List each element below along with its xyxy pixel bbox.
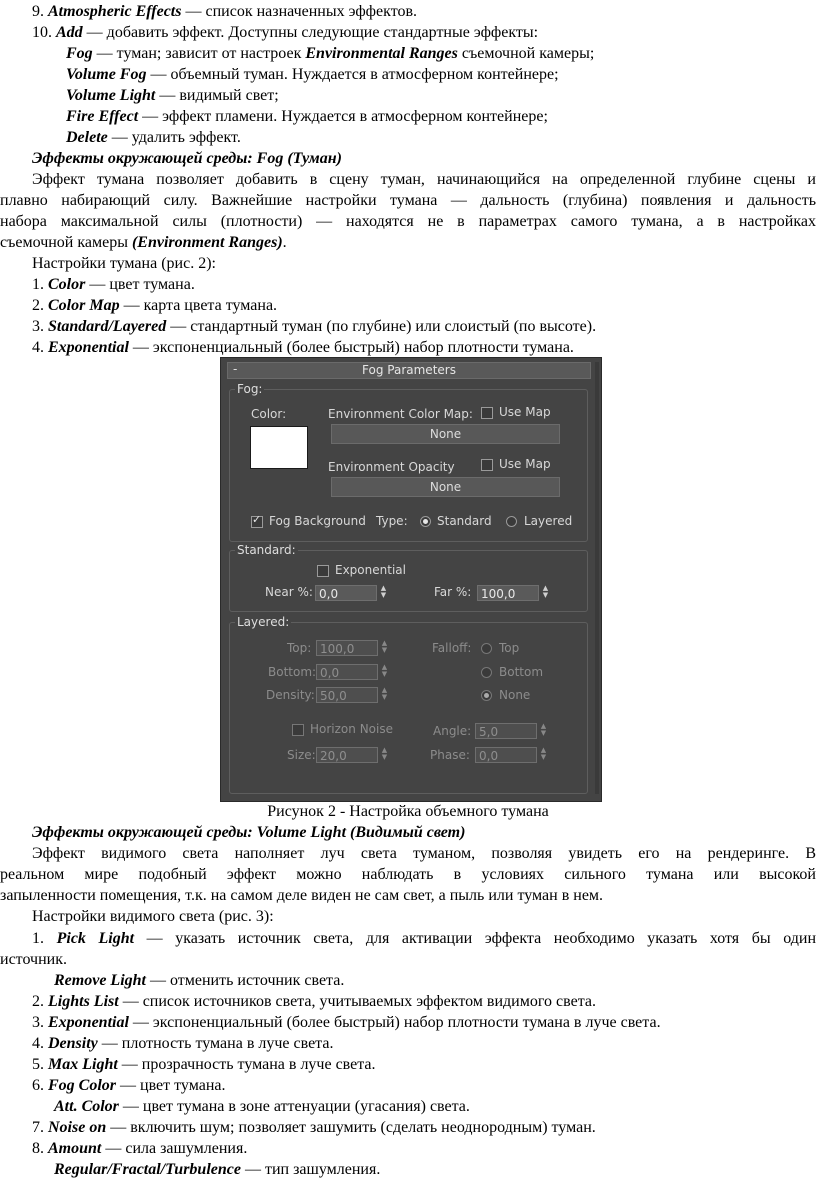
subheading: Настройки видимого света (рис. 3): (32, 908, 274, 925)
fog-group-label: Fog: (237, 382, 263, 396)
list-item: 7. Noise on — включить шум; позволяет зашумить (сделать неоднородным) туман. (32, 1119, 596, 1136)
list-item: Regular/Fractal/Turbulence — тип зашумления. (54, 1161, 381, 1178)
list-item: 3. Standard/Layered — стандартный туман (по глубине) или слоистый (по высоте). (32, 318, 597, 335)
list-item: 3. Exponential — экспоненциальный (более быстрый) набор плотности тумана в луче света. (32, 1014, 661, 1031)
figure-caption: Рисунок 2 - Настройка объемного тумана (267, 803, 549, 820)
subheading: Настройки тумана (рис. 2): (32, 255, 216, 272)
exponential-checkbox[interactable] (317, 565, 329, 577)
list-item: Delete — удалить эффект. (66, 129, 241, 146)
paragraph-line: запыленности помещения, т.к. на самом деле виден не сам свет, а пыль или туман в нем. (0, 887, 604, 904)
env-color-map-label: Environment Color Map: (328, 407, 473, 421)
spinner-arrows-icon[interactable]: ▲ ▼ (542, 584, 549, 599)
density-spinner[interactable] (316, 687, 390, 703)
panel-scrollbar[interactable] (595, 362, 599, 794)
env-color-map-button[interactable]: None (331, 424, 560, 444)
far-label: Far %: (434, 585, 472, 599)
paragraph-line: набора максимальной силы (плотности) — находятся не в параметрах самого тумана, а в настройках (0, 213, 816, 230)
list-item: 2. Color Map — карта цвета тумана. (32, 297, 278, 314)
list-item: 9. Atmospheric Effects — список назначенных эффектов. (32, 3, 418, 20)
list-item: 10. Add — добавить эффект. Доступны следующие стандартные эффекты: (32, 24, 539, 41)
list-item: Fog — туман; зависит от настроек Environmental Ranges съемочной камеры; (66, 45, 595, 62)
fog-parameters-panel (220, 357, 602, 802)
angle-field[interactable]: 5,0 (475, 723, 537, 739)
bottom-label: Bottom: (268, 665, 317, 679)
falloff-label: Falloff: (432, 641, 472, 655)
paragraph-line: Эффект тумана позволяет добавить в сцену туман, начинающийся на определенной глубине сцены и (32, 171, 816, 188)
use-map-checkbox[interactable] (481, 407, 493, 419)
use-map-label: Use Map (499, 405, 551, 419)
bottom-field[interactable]: 0,0 (316, 664, 378, 680)
layered-group-label: Layered: (237, 615, 290, 629)
list-item: 1. Color — цвет тумана. (32, 276, 195, 293)
falloff-top-label: Top (499, 641, 520, 655)
angle-spinner[interactable] (475, 723, 549, 739)
list-item: Fire Effect — эффект пламени. Нуждается в атмосферном контейнере; (66, 108, 548, 125)
spinner-arrows-icon[interactable]: ▲ ▼ (381, 663, 388, 678)
type-standard-radio[interactable] (420, 516, 431, 527)
rollout-title: Fog Parameters (362, 363, 456, 377)
near-spinner[interactable] (315, 585, 389, 601)
phase-spinner[interactable] (475, 747, 549, 763)
falloff-bottom-label: Bottom (499, 665, 544, 679)
density-field[interactable]: 50,0 (316, 687, 378, 703)
list-item: 2. Lights List — список источников света, учитываемых эффектом видимого света. (32, 993, 596, 1010)
fog-background-checkbox[interactable] (251, 516, 263, 528)
fog-background-label: Fog Background (269, 514, 366, 528)
list-item: 5. Max Light — прозрачность тумана в луче света. (32, 1056, 376, 1073)
top-spinner[interactable] (316, 640, 390, 656)
type-standard-label: Standard (437, 514, 492, 528)
falloff-top-radio[interactable] (481, 643, 492, 654)
falloff-none-radio[interactable] (481, 690, 492, 701)
spinner-arrows-icon[interactable]: ▲ ▼ (381, 746, 388, 761)
horizon-noise-checkbox[interactable] (292, 724, 304, 736)
list-item: Volume Light — видимый свет; (66, 87, 279, 104)
spinner-arrows-icon[interactable]: ▲ ▼ (540, 722, 547, 737)
list-item: Remove Light — отменить источник света. (54, 972, 345, 989)
paragraph-line: реальном мире подобный эффект можно наблюдать в условиях сильного тумана или высокой (0, 866, 816, 883)
paragraph-line: Эффект видимого света наполняет луч света туманом, позволяя увидеть его на рендеринге. В (32, 845, 816, 862)
use-map-checkbox[interactable] (481, 459, 493, 471)
far-spinner[interactable] (477, 585, 551, 601)
top-field[interactable]: 100,0 (316, 640, 378, 656)
horizon-noise-label: Horizon Noise (310, 722, 393, 736)
angle-label: Angle: (433, 724, 472, 738)
phase-label: Phase: (430, 748, 470, 762)
list-item: 1. Pick Light — указать источник света, для активации эффекта необходимо указать хотя бы один (32, 930, 816, 947)
size-label: Size: (287, 748, 316, 762)
type-layered-label: Layered (524, 514, 573, 528)
size-field[interactable]: 20,0 (316, 747, 378, 763)
near-label: Near %: (265, 585, 313, 599)
far-field[interactable]: 100,0 (477, 585, 539, 601)
type-label: Type: (376, 514, 408, 528)
list-item: Att. Color — цвет тумана в зоне аттенуации (угасания) света. (54, 1098, 470, 1115)
exponential-label: Exponential (335, 563, 406, 577)
bottom-spinner[interactable] (316, 664, 390, 680)
paragraph-line: съемочной камеры (Environment Ranges). (0, 234, 287, 251)
phase-field[interactable]: 0,0 (475, 747, 537, 763)
layered-group (229, 622, 588, 794)
list-item: 4. Density — плотность тумана в луче света. (32, 1035, 334, 1052)
env-opacity-map-button[interactable]: None (331, 477, 560, 497)
type-layered-radio[interactable] (506, 516, 517, 527)
standard-group-label: Standard: (237, 543, 296, 557)
near-field[interactable]: 0,0 (315, 585, 377, 601)
list-item: 6. Fog Color — цвет тумана. (32, 1077, 226, 1094)
list-item: 8. Amount — сила зашумления. (32, 1140, 248, 1157)
list-item: источник. (0, 951, 67, 968)
spinner-arrows-icon[interactable]: ▲ ▼ (380, 584, 387, 599)
falloff-bottom-radio[interactable] (481, 667, 492, 678)
falloff-none-label: None (499, 688, 531, 702)
list-item: Volume Fog — объемный туман. Нуждается в атмосферном контейнере; (66, 66, 559, 83)
section-heading: Эффекты окружающей среды: Volume Light (Видимый свет) (32, 824, 466, 841)
env-opacity-label: Environment Opacity (328, 460, 455, 474)
paragraph-line: плавно набирающий силу. Важнейшие настройки тумана — дальность (глубина) появления и дальность (0, 192, 816, 209)
spinner-arrows-icon[interactable]: ▲ ▼ (540, 746, 547, 761)
color-label: Color: (251, 407, 287, 421)
top-label: Top: (287, 641, 312, 655)
spinner-arrows-icon[interactable]: ▲ ▼ (381, 686, 388, 701)
spinner-arrows-icon[interactable]: ▲ ▼ (381, 639, 388, 654)
collapse-icon[interactable]: - (233, 362, 238, 376)
list-item: 4. Exponential — экспоненциальный (более быстрый) набор плотности тумана. (32, 339, 574, 356)
standard-group (229, 550, 588, 612)
size-spinner[interactable] (316, 747, 390, 763)
density-label: Density: (266, 688, 315, 702)
section-heading: Эффекты окружающей среды: Fog (Туман) (32, 150, 342, 167)
rollout-header[interactable] (227, 362, 591, 379)
fog-color-swatch[interactable] (250, 426, 308, 469)
use-map-label: Use Map (499, 457, 551, 471)
